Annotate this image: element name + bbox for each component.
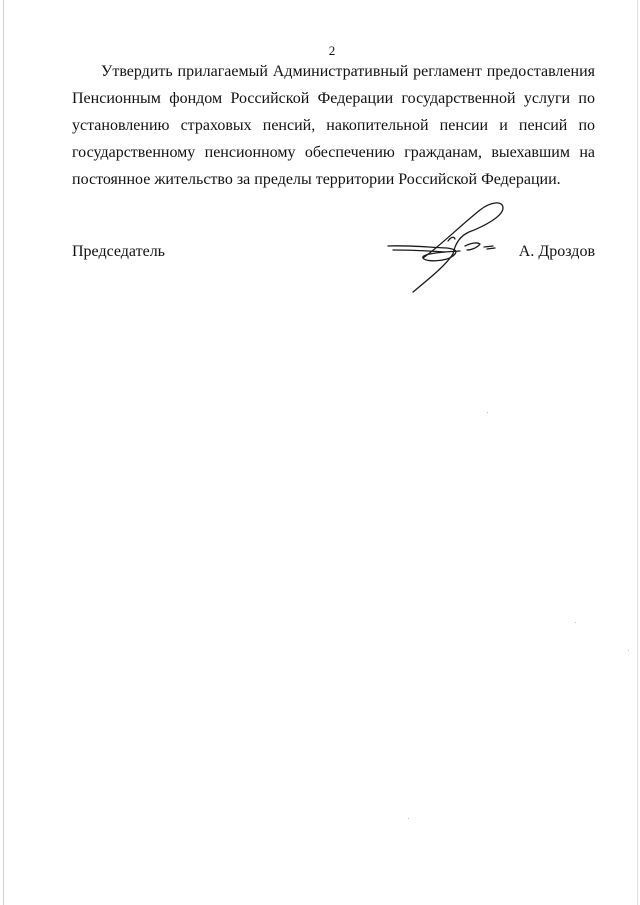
- signer-role: Председатель: [72, 243, 165, 260]
- page-edge-left: [3, 0, 4, 905]
- page-number: 2: [328, 43, 336, 58]
- scan-speck: [487, 412, 488, 413]
- scan-speck: [408, 818, 409, 819]
- resolution-paragraph: Утвердить прилагаемый Административный регламент предоставления Пенсионным фондом Российской Федерации государственной услуги по установлению страховых пенсий, накопительной пенсии и пенсий по государственному пенсионному обеспечению гражданам, выехавшим на постоянное жительство за пределы территории Российской Федерации.: [72, 63, 595, 188]
- scan-speck: [628, 650, 629, 651]
- signature-block: [72, 243, 595, 265]
- signer-name: А. Дроздов: [518, 243, 595, 260]
- scan-speck: [575, 622, 576, 623]
- page-edge-right: [637, 0, 638, 905]
